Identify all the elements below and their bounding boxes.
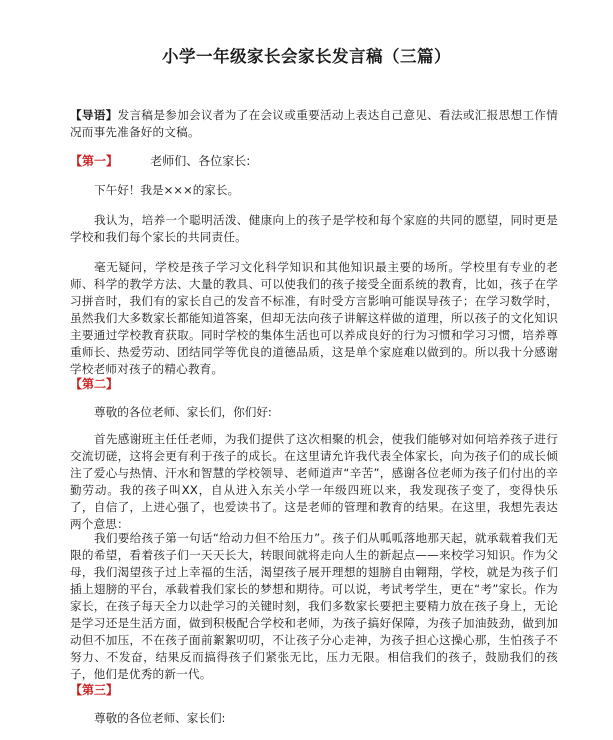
section-1-para-2: 我认为，培养一个聪明活泼、健康向上的孩子是学校和每个家庭的共同的愿望，同时更是学校和我们每个家长的共同责任。 (70, 213, 558, 244)
intro-paragraph (70, 107, 558, 141)
section-3-label: 【第三】 (70, 683, 119, 697)
section-2-heading (70, 375, 118, 392)
section-1-label: 【第一】 (70, 154, 119, 168)
section-1-heading (70, 152, 250, 169)
section-2-greeting: 尊敬的各位老师、家长们，你们好: (94, 405, 272, 419)
section-1-para-3: 毫无疑问，学校是孩子学习文化科学知识和其他知识最主要的场所。学校里有专业的老师、科学的教学方法、大量的教具、可以使我们的孩子接受全面系统的教育，比如，孩子在学习拼音时，我们有的家长自己的发音不标准，有时受方言影响可能误导孩子；在学习数学时，虽然我们大多数家长都能知道答案，但却无法向孩子讲解这样做的道理，所以孩子的文化知识主要通过学校教育获取。同时学校的集体生活也可以养成良好的行为习惯和学习习惯，培养尊重师长、热爱劳动、团结同学等优良的道德品质，这是单个家庭难以做到的。所以我十分感谢学校老师对孩子的精心教育。 (70, 260, 558, 376)
section-2-label: 【第二】 (70, 377, 119, 391)
section-3-heading (70, 681, 118, 698)
intro-label: 【导语】 (70, 108, 118, 122)
intro-text: 发言稿是参加会议者为了在会议或重要活动上表达自己意见、看法或汇报思想工作情况而事先准备好的文稿。 (70, 108, 558, 139)
document-title: 小学一年级家长会家长发言稿（三篇） (162, 47, 451, 66)
section-2-para-1: 首先感谢班主任任老师，为我们提供了这次相聚的机会，使我们能够对如何培养孩子进行交流切磋，这将会更有利于孩子的成长。在这里请允许我代表全体家长，向为孩子们的成长倾注了爱心与热情、汗水和智慧的学校领导、老师道声“辛苦”，感谢各位老师为孩子们付出的辛勤劳动。我的孩子叫XX，自从进入东关小学一年级四班以来，我发现孩子变了，变得快乐了，自信了，上进心强了，也爱读书了。这是老师的管理和教育的结果。在这里，我想先表达两个意思： (70, 432, 558, 531)
section-2-para-2: 我们要给孩子第一句话“给动力但不给压力”。孩子们从呱呱落地那天起，就承载着我们无限的希望，看着孩子们一天天长大，转眼间就将走向人生的新起点——来校学习知识。作为父母，我们渴望孩子过上幸福的生活，渴望孩子展开理想的翅膀自由翱翔，学校，就是为孩子们插上翅膀的平台，承载着我们家长的梦想和期待。可以说，考试考学生，更在“考”家长。作为家长，在孩子每天全力以赴学习的关键时刻，我们多数家长要把主要精力放在孩子身上，无论是学习还是生活方面，做到积极配合学校和老师，为孩子搞好保障，为孩子加油鼓劲，做到加动但不加压，不在孩子面前絮絮叨叨，不让孩子分心走神，为孩子担心这操心那，生怕孩子不努力、不发奋，结果反而搞得孩子们紧张无比，压力无限。相信我们的孩子，鼓励我们的孩子，他们是优秀的新一代。 (70, 531, 558, 681)
section-1-para-1: 下午好！我是×××的家长。 (94, 183, 240, 197)
section-3-greeting: 尊敬的各位老师、家长们: (94, 711, 226, 725)
section-1-greeting: 老师们、各位家长: (150, 154, 251, 168)
